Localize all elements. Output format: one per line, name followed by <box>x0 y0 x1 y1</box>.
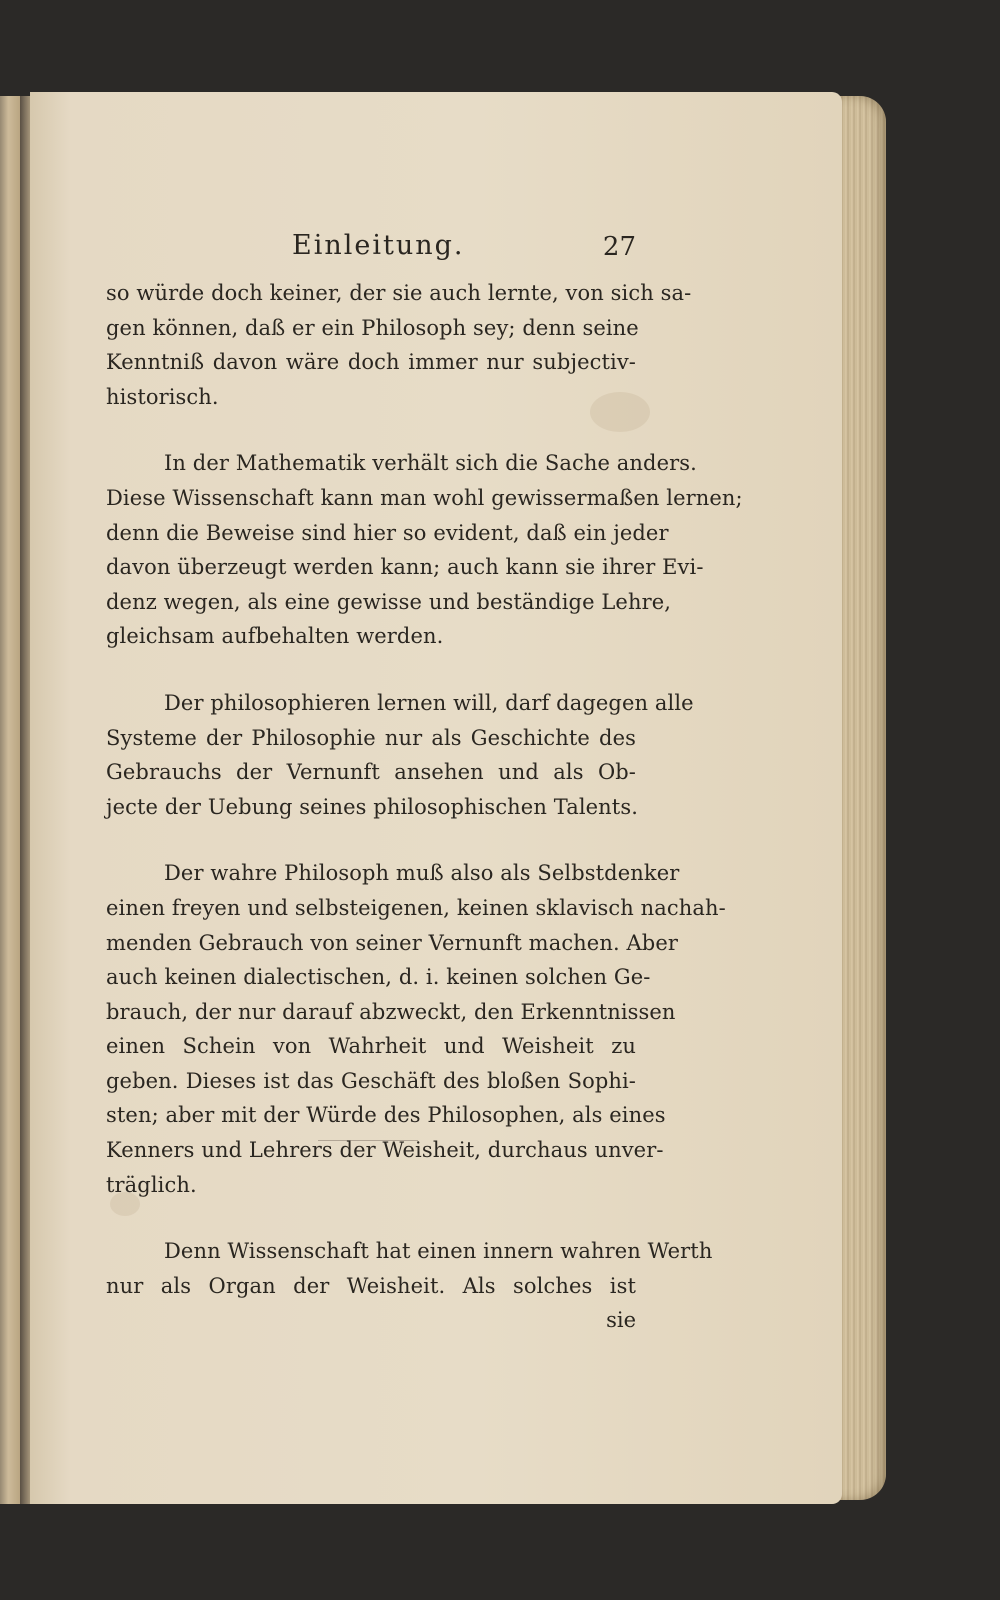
text-line: sten; aber mit der Würde des Philosophen, als eines <box>106 1103 666 1128</box>
text-line: Gebrauchs der Vernunft ansehen und als Ob- <box>106 760 636 785</box>
page-header <box>106 226 636 276</box>
text-line: denn die Beweise sind hier so evident, daß ein jeder <box>106 520 669 545</box>
text-line: Diese Wissenschaft kann man wohl gewissermaßen lernen; <box>106 485 743 510</box>
text-line: Kenners und Lehrers der Weisheit, durchaus unver- <box>106 1138 664 1163</box>
text-line: Denn Wissenschaft hat einen innern wahren Werth <box>164 1239 713 1264</box>
text-line: so würde doch keiner, der sie auch lernte, von sich sa- <box>106 281 692 305</box>
text-line: einen freyen und selbsteigenen, keinen sklavisch nachah- <box>106 895 726 920</box>
paragraph <box>106 446 743 654</box>
paragraph <box>106 856 726 1202</box>
catchword: sie <box>606 1308 636 1333</box>
catchword-area <box>106 1303 636 1339</box>
text-block <box>106 226 743 1339</box>
text-line: träglich. <box>106 1172 197 1197</box>
text-line: gleichsam aufbehalten werden. <box>106 624 444 649</box>
running-title: Einleitung. <box>292 230 465 261</box>
text-line: In der Mathematik verhält sich die Sache anders. <box>164 451 697 476</box>
paragraph <box>106 276 692 414</box>
text-line: denz wegen, als eine gewisse und beständige Lehre, <box>106 589 672 614</box>
text-line: Der wahre Philosoph muß also als Selbstdenker <box>164 861 680 886</box>
text-line: historisch. <box>106 384 219 409</box>
left-page-edge <box>0 96 22 1504</box>
text-line: Kenntniß davon wäre doch immer nur subjectiv- <box>106 350 636 375</box>
text-line: davon überzeugt werden kann; auch kann sie ihrer Evi- <box>106 555 704 580</box>
text-line: jecte der Uebung seines philosophischen Talents. <box>106 794 638 819</box>
text-line: einen Schein von Wahrheit und Weisheit zu <box>106 1034 636 1059</box>
text-line: auch keinen dialectischen, d. i. keinen solchen Ge- <box>106 965 651 990</box>
paragraph <box>106 1234 713 1303</box>
text-line: gen können, daß er ein Philosoph sey; denn seine <box>106 315 639 340</box>
text-line: Systeme der Philosophie nur als Geschichte des <box>106 725 636 750</box>
text-line: geben. Dieses ist das Geschäft des bloßen Sophi- <box>106 1068 636 1093</box>
text-line: Der philosophieren lernen will, darf dagegen alle <box>164 690 694 715</box>
paragraph <box>106 686 694 824</box>
page-number: 27 <box>602 232 636 262</box>
text-line: menden Gebrauch von seiner Vernunft machen. Aber <box>106 930 678 955</box>
text-line: brauch, der nur darauf abzweckt, den Erkenntnissen <box>106 999 676 1024</box>
text-line: nur als Organ der Weisheit. Als solches ist <box>106 1273 636 1298</box>
